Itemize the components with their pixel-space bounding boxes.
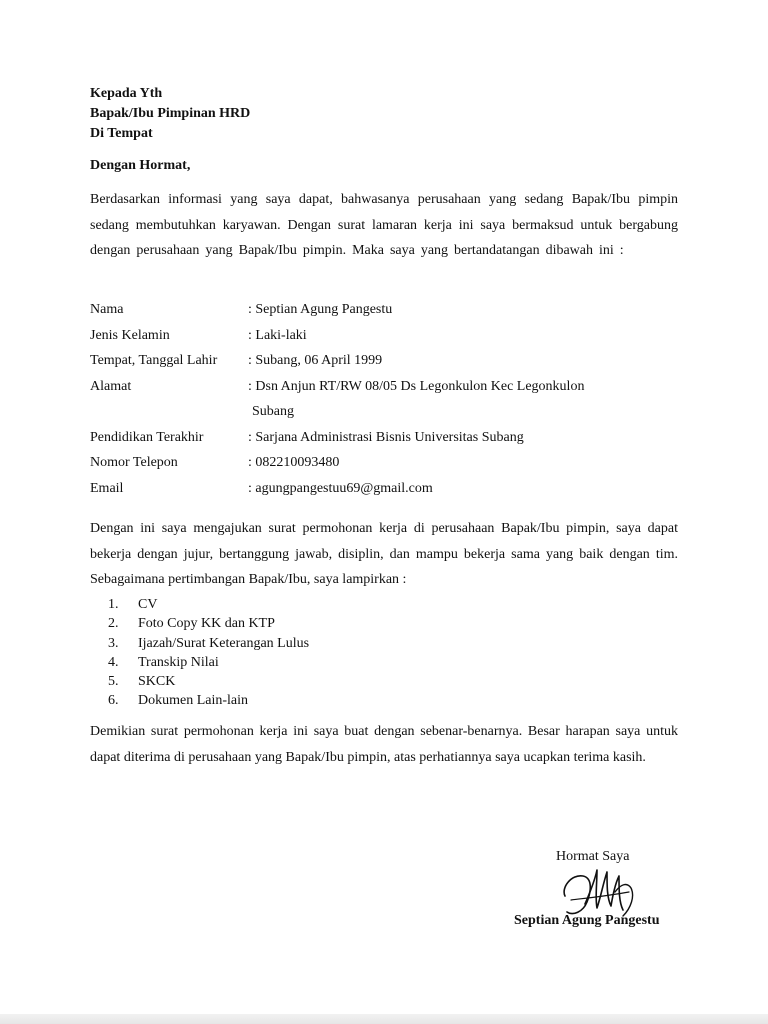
detail-label: Pendidikan Terakhir	[90, 429, 204, 445]
detail-label: Jenis Kelamin	[90, 327, 170, 343]
list-item-number: 4.	[108, 654, 119, 670]
detail-value: : Septian Agung Pangestu	[248, 302, 393, 317]
list-item-text: Ijazah/Surat Keterangan Lulus	[138, 635, 310, 651]
detail-label: Alamat	[90, 378, 132, 394]
address-line-1: : Dsn Anjun RT/RW 08/05 Ds Legonkulon Kec Legonkulon	[248, 378, 585, 394]
detail-label: Email	[90, 480, 124, 496]
detail-row	[90, 476, 688, 502]
closing-paragraph: Demikian surat permohonan kerja ini saya buat dengan sebenar-benarnya. Besar harapan saya untuk dapat diterima di perusahaan yang Bapak/Ibu pimpin, atas perhatiannya saya ucapkan terima kasih.	[90, 724, 678, 765]
detail-value: : Sarjana Administrasi Bisnis Universitas Subang	[248, 429, 524, 445]
detail-label: Nama	[90, 302, 124, 317]
list-item	[108, 634, 309, 653]
detail-row	[90, 425, 688, 451]
detail-label: Nomor Telepon	[90, 455, 178, 470]
detail-row	[90, 323, 688, 349]
application-paragraph: Dengan ini saya mengajukan surat permohonan kerja di perusahaan Bapak/Ibu pimpin, saya dapat bekerja dengan jujur, bertanggung jawab, disiplin, dan mampu bekerja sama yang baik dengan tim. Sebagaimana pertimbangan Bapak/Ibu, saya lampirkan :	[90, 521, 678, 587]
recipient-line-1: Kepada Yth	[90, 86, 163, 101]
recipient-line-2: Bapak/Ibu Pimpinan HRD	[90, 106, 251, 121]
list-item-text: CV	[138, 597, 158, 612]
list-item-number: 1.	[108, 597, 119, 612]
detail-value	[248, 374, 688, 425]
list-item	[108, 691, 309, 710]
list-item-number: 3.	[108, 635, 119, 651]
recipient-line-3: Di Tempat	[90, 126, 153, 141]
greeting: Dengan Hormat,	[90, 158, 191, 173]
sign-off: Hormat Saya	[556, 849, 630, 864]
detail-value: : Subang, 06 April 1999	[248, 353, 383, 368]
list-item	[108, 672, 309, 691]
detail-row	[90, 297, 688, 323]
list-item-text: Transkip Nilai	[138, 654, 219, 670]
list-item-number: 2.	[108, 616, 119, 632]
list-item-text: Foto Copy KK dan KTP	[138, 616, 275, 632]
detail-value: : 082210093480	[248, 455, 340, 470]
detail-row	[90, 348, 688, 374]
attachments-list	[108, 595, 309, 711]
detail-label: Tempat, Tanggal Lahir	[90, 353, 218, 368]
signer-name: Septian Agung Pangestu	[514, 913, 660, 928]
list-item	[108, 614, 309, 633]
list-item	[108, 653, 309, 672]
address-line-2: Subang	[252, 404, 294, 419]
list-item-text: Dokumen Lain-lain	[138, 693, 249, 709]
list-item-number: 6.	[108, 693, 119, 709]
list-item-number: 5.	[108, 674, 119, 690]
intro-paragraph: Berdasarkan informasi yang saya dapat, bahwasanya perusahaan yang sedang Bapak/Ibu pimpin sedang membutuhkan karyawan. Dengan surat lamaran kerja ini saya bermaksud untuk bergabung dengan perusahaan yang Bapak/Ibu pimpin. Maka saya yang bertandatangan dibawah ini :	[90, 192, 678, 258]
detail-value: : agungpangestuu69@gmail.com	[248, 480, 433, 496]
list-item	[108, 595, 309, 614]
list-item-text: SKCK	[138, 674, 176, 690]
applicant-details-table	[90, 297, 688, 501]
detail-value: : Laki-laki	[248, 327, 307, 343]
detail-row	[90, 450, 688, 476]
detail-row	[90, 374, 688, 425]
recipient-block	[90, 84, 250, 144]
page-bottom-edge	[0, 1014, 768, 1024]
